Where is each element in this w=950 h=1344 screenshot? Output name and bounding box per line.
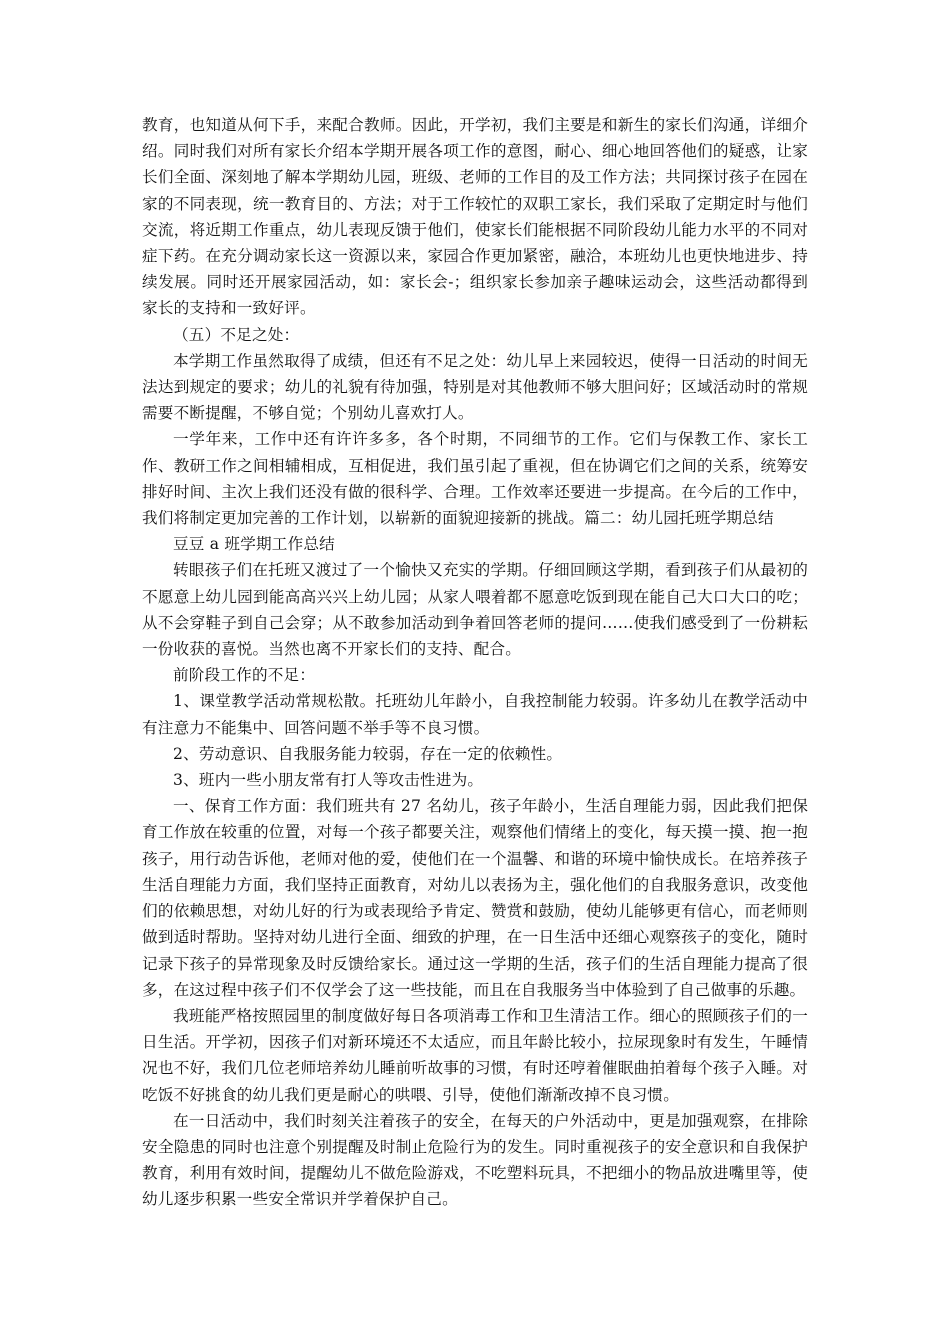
section-heading-shortcomings: （五）不足之处： (173, 325, 300, 344)
paragraph-11: 一、保育工作方面：我们班共有 27 名幼儿，孩子年龄小，生活自理能力弱，因此我们把保育工作放在较重的位置，对每一个孩子都要关注，观察他们情绪上的变化，每天摸一摸、抱一抱孩子，用行动告诉他，老师对他的爱，使他们在一个温馨、和谐的环境中愉快成长。在培养孩子生活自理能力方面，我们坚持正面教育，对幼儿以表扬为主，强化他们的自我服务意识，改变他们的依赖思想，对幼儿好的行为或表现给予肯定、赞赏和鼓励，使幼儿能够更有信心，而老师则做到适时帮助。坚持对幼儿进行全面、细致的护理，在一日生活中还细心观察孩子的变化，随时记录下孩子的异常现象及时反馈给家长。通过这一学期的生活，孩子们的生活自理能力提高了很多，在这过程中孩子们不仅学会了这一些技能，而且在自我服务当中体验到了自己做事的乐趣。 (142, 797, 808, 999)
paragraph-3: 本学期工作虽然取得了成绩，但还有不足之处：幼儿早上来园较迟，使得一日活动的时间无法达到规定的要求；幼儿的礼貌有待加强，特别是对其他教师不够大胆问好；区域活动时的常规需要不断提醒，不够自觉；个别幼儿喜欢打人。 (142, 351, 808, 423)
document-page (142, 112, 808, 1213)
list-item-1: 1、课堂教学活动常规松散。托班幼儿年龄小，自我控制能力较弱。许多幼儿在教学活动中有注意力不能集中、回答问题不举手等不良习惯。 (142, 692, 808, 737)
paragraph-13: 在一日活动中，我们时刻关注着孩子的安全，在每天的户外活动中，更是加强观察，在排除安全隐患的同时也注意个别提醒及时制止危险行为的发生。同时重视孩子的安全意识和自我保护教育，利用有效时间，提醒幼儿不做危险游戏，不吃塑料玩具，不把细小的物品放进嘴里等，使幼儿逐步积累一些安全常识并学着保护自己。 (142, 1111, 808, 1209)
paragraph-4: 一学年来，工作中还有许许多多，各个时期，不同细节的工作。它们与保教工作、家长工作、教研工作之间相辅相成，互相促进，我们虽引起了重视，但在协调它们之间的关系，统筹安排好时间、主次上我们还没有做的很科学、合理。工作效率还要进一步提高。在今后的工作中，我们将制定更加完善的工作计划，以崭新的面貌迎接新的挑战。篇二：幼儿园托班学期总结 (142, 430, 808, 528)
section-title-class-summary: 豆豆 a 班学期工作总结 (173, 535, 335, 554)
paragraph-6: 转眼孩子们在托班又渡过了一个愉快又充实的学期。仔细回顾这学期，看到孩子们从最初的不愿意上幼儿园到能高高兴兴上幼儿园；从家人喂着都不愿意吃饭到现在能自己大口大口的吃；从不会穿鞋子到自己会穿；从不敢参加活动到争着回答老师的提问……使我们感受到了一份耕耘一份收获的喜悦。当然也离不开家长们的支持、配合。 (142, 561, 808, 659)
paragraph-12: 我班能严格按照园里的制度做好每日各项消毒工作和卫生清洁工作。细心的照顾孩子们的一日生活。开学初，因孩子们对新环境还不太适应，而且年龄比较小，拉尿现象时有发生，午睡情况也不好，我们几位老师培养幼儿睡前听故事的习惯，有时还哼着催眠曲拍着每个孩子入睡。对吃饭不好挑食的幼儿我们更是耐心的哄喂、引导，使他们渐渐改掉不良习惯。 (142, 1006, 808, 1104)
list-item-3: 3、班内一些小朋友常有打人等攻击性进为。 (173, 771, 484, 790)
list-item-2: 2、劳动意识、自我服务能力较弱，存在一定的依赖性。 (173, 744, 563, 763)
paragraph-1: 教育，也知道从何下手，来配合教师。因此，开学初，我们主要是和新生的家长们沟通，详细介绍。同时我们对所有家长介绍本学期开展各项工作的意图，耐心、细心地回答他们的疑惑，让家长们全面、深刻地了解本学期幼儿园，班级、老师的工作目的及工作方法；共同探讨孩子在园在家的不同表现，统一教育目的、方法；对于工作较忙的双职工家长，我们采取了定期定时与他们交流，将近期工作重点，幼儿表现反馈于他们，使家长们能根据不同阶段幼儿能力水平的不同对症下药。在充分调动家长这一资源以来，家园合作更加紧密，融洽，本班幼儿也更快地进步、持续发展。同时还开展家园活动，如：家长会-；组织家长参加亲子趣味运动会，这些活动都得到家长的支持和一致好评。 (142, 116, 808, 318)
section-heading-previous-shortcomings: 前阶段工作的不足： (173, 666, 316, 685)
